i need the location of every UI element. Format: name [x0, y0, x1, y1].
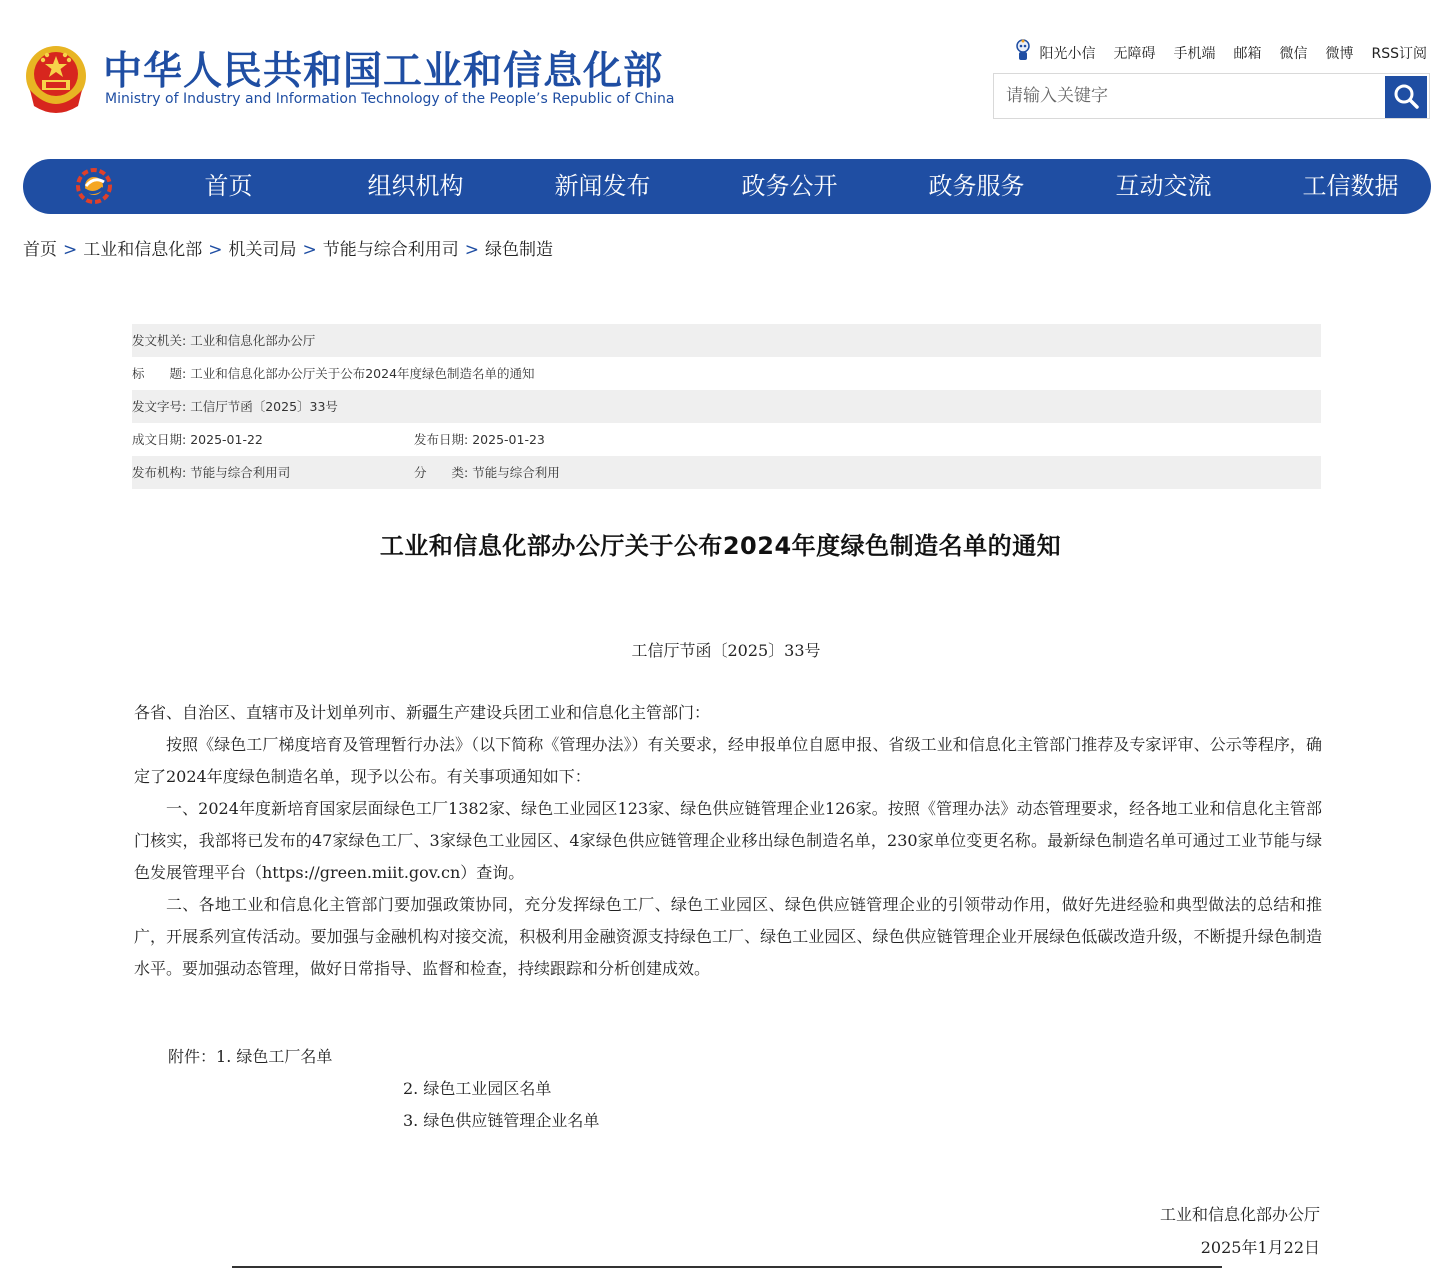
- breadcrumb-separator: >: [208, 240, 223, 260]
- nav-item-government-services[interactable]: 政务服务: [928, 172, 1025, 200]
- breadcrumb-green-manufacturing[interactable]: 绿色制造: [485, 240, 553, 260]
- nav-item-government-affairs[interactable]: 政务公开: [741, 172, 838, 200]
- meta-row-org: [132, 456, 1321, 489]
- top-link-rss[interactable]: RSS订阅: [1371, 46, 1427, 62]
- meta-label: 标 题:: [132, 366, 187, 381]
- top-link-wechat[interactable]: 微信: [1279, 46, 1308, 62]
- document-number: 工信厅节函〔2025〕33号: [631, 641, 821, 660]
- breadcrumb-departments[interactable]: 机关司局: [228, 240, 297, 260]
- article-body: [134, 697, 1322, 985]
- meta-issuer: 工业和信息化部办公厅: [190, 333, 316, 348]
- meta-category: 节能与综合利用: [472, 465, 560, 480]
- breadcrumb-home[interactable]: 首页: [23, 240, 57, 260]
- top-link-mobile[interactable]: 手机端: [1173, 46, 1216, 62]
- breadcrumb-separator: >: [464, 240, 479, 260]
- miit-logo-icon: [76, 168, 112, 204]
- top-link-sunshine-label: 阳光小信: [1039, 46, 1096, 62]
- meta-docno: 工信厅节函〔2025〕33号: [190, 399, 338, 414]
- attachment-link-green-supply-chain[interactable]: 3. 绿色供应链管理企业名单: [403, 1111, 600, 1130]
- meta-row-dates: [132, 423, 1321, 456]
- nav-item-data[interactable]: 工信数据: [1302, 172, 1399, 200]
- bottom-divider: [232, 1266, 1222, 1268]
- top-link-sunshine[interactable]: [1013, 39, 1095, 67]
- meta-label: 发文字号:: [132, 399, 187, 414]
- signer: 工业和信息化部办公厅: [1159, 1205, 1320, 1224]
- attachment-link-green-park[interactable]: 2. 绿色工业园区名单: [403, 1079, 552, 1098]
- signature-date: 2025年1月22日: [1200, 1238, 1320, 1257]
- meta-title: 工业和信息化部办公厅关于公布2024年度绿色制造名单的通知: [190, 366, 535, 381]
- breadcrumb-ministry[interactable]: 工业和信息化部: [83, 240, 203, 260]
- search-button[interactable]: [1385, 76, 1427, 118]
- site-title[interactable]: 中华人民共和国工业和信息化部: [103, 49, 664, 94]
- meta-row-title: [132, 357, 1321, 390]
- meta-publish-date: 2025-01-23: [472, 432, 545, 447]
- meta-label: 发布机构:: [132, 465, 187, 480]
- paragraph-one: 一、2024年度新培育国家层面绿色工厂1382家、绿色工业园区123家、绿色供应链管理企业126家。按照《管理办法》动态管理要求，经各地工业和信息化主管部门核实，我部将已发布的47家绿色工厂、3家绿色工业园区、4家绿色供应链管理企业移出绿色制造名单，230家单位变更名称。最新绿色制造名单可通过工业节能与绿色发展管理平台（https://green.miit.gov.cn）查询。: [134, 799, 1322, 882]
- breadcrumb-separator: >: [63, 240, 78, 260]
- search-box: [993, 73, 1430, 119]
- national-emblem-logo[interactable]: [22, 40, 90, 114]
- top-link-weibo[interactable]: 微博: [1325, 46, 1354, 62]
- robot-mascot-icon: [1013, 39, 1033, 67]
- article-title: 工业和信息化部办公厅关于公布2024年度绿色制造名单的通知: [379, 532, 1062, 560]
- nav-item-news[interactable]: 新闻发布: [554, 172, 651, 200]
- breadcrumb-separator: >: [302, 240, 317, 260]
- attachment-label: 附件：: [168, 1047, 217, 1066]
- paragraph-two: 二、各地工业和信息化主管部门要加强政策协同，充分发挥绿色工厂、绿色工业园区、绿色供应链管理企业的引领带动作用，做好先进经验和典型做法的总结和推广，开展系列宣传活动。要加强与金融机构对接交流，积极利用金融资源支持绿色工厂、绿色工业园区、绿色供应链管理企业开展绿色低碳改造升级，不断提升绿色制造水平。要加强动态管理，做好日常指导、监督和检查，持续跟踪和分析创建成效。: [134, 895, 1322, 978]
- top-link-mail[interactable]: 邮箱: [1233, 46, 1262, 62]
- meta-made-date: 2025-01-22: [190, 432, 263, 447]
- meta-label: 发文机关:: [132, 333, 187, 348]
- meta-label: 成文日期:: [132, 432, 187, 447]
- paragraph-intro: 按照《绿色工厂梯度培育及管理暂行办法》（以下简称《管理办法》）有关要求，经申报单位自愿申报、省级工业和信息化主管部门推荐及专家评审、公示等程序，确定了2024年度绿色制造名单，现予以公布。有关事项通知如下：: [134, 735, 1322, 786]
- site-title-english: Ministry of Industry and Information Technology of the People’s Republic of China: [105, 91, 675, 107]
- top-links-bar: [1013, 39, 1427, 67]
- attachment-row-1: [168, 1044, 332, 1067]
- meta-row-issuer: [132, 324, 1321, 357]
- meta-row-docno: [132, 390, 1321, 423]
- breadcrumb-energy-department[interactable]: 节能与综合利用司: [322, 240, 459, 260]
- meta-org: 节能与综合利用司: [190, 465, 291, 480]
- nav-item-organization[interactable]: 组织机构: [367, 172, 464, 200]
- search-input[interactable]: [994, 74, 1384, 118]
- breadcrumb: [23, 235, 553, 260]
- top-link-accessibility[interactable]: 无障碍: [1113, 46, 1156, 62]
- meta-label: 发布日期:: [414, 432, 469, 447]
- nav-item-interaction[interactable]: 互动交流: [1115, 172, 1212, 200]
- attachment-link-green-factory[interactable]: 1. 绿色工厂名单: [216, 1047, 333, 1066]
- salutation: 各省、自治区、直辖市及计划单列市、新疆生产建设兵团工业和信息化主管部门：: [134, 703, 711, 722]
- main-nav: [23, 159, 1431, 214]
- search-icon: [1392, 98, 1420, 113]
- meta-label: 分 类:: [414, 465, 469, 480]
- document-meta-table: [132, 324, 1321, 489]
- nav-item-home[interactable]: 首页: [204, 172, 253, 200]
- nav-list: [135, 159, 1441, 214]
